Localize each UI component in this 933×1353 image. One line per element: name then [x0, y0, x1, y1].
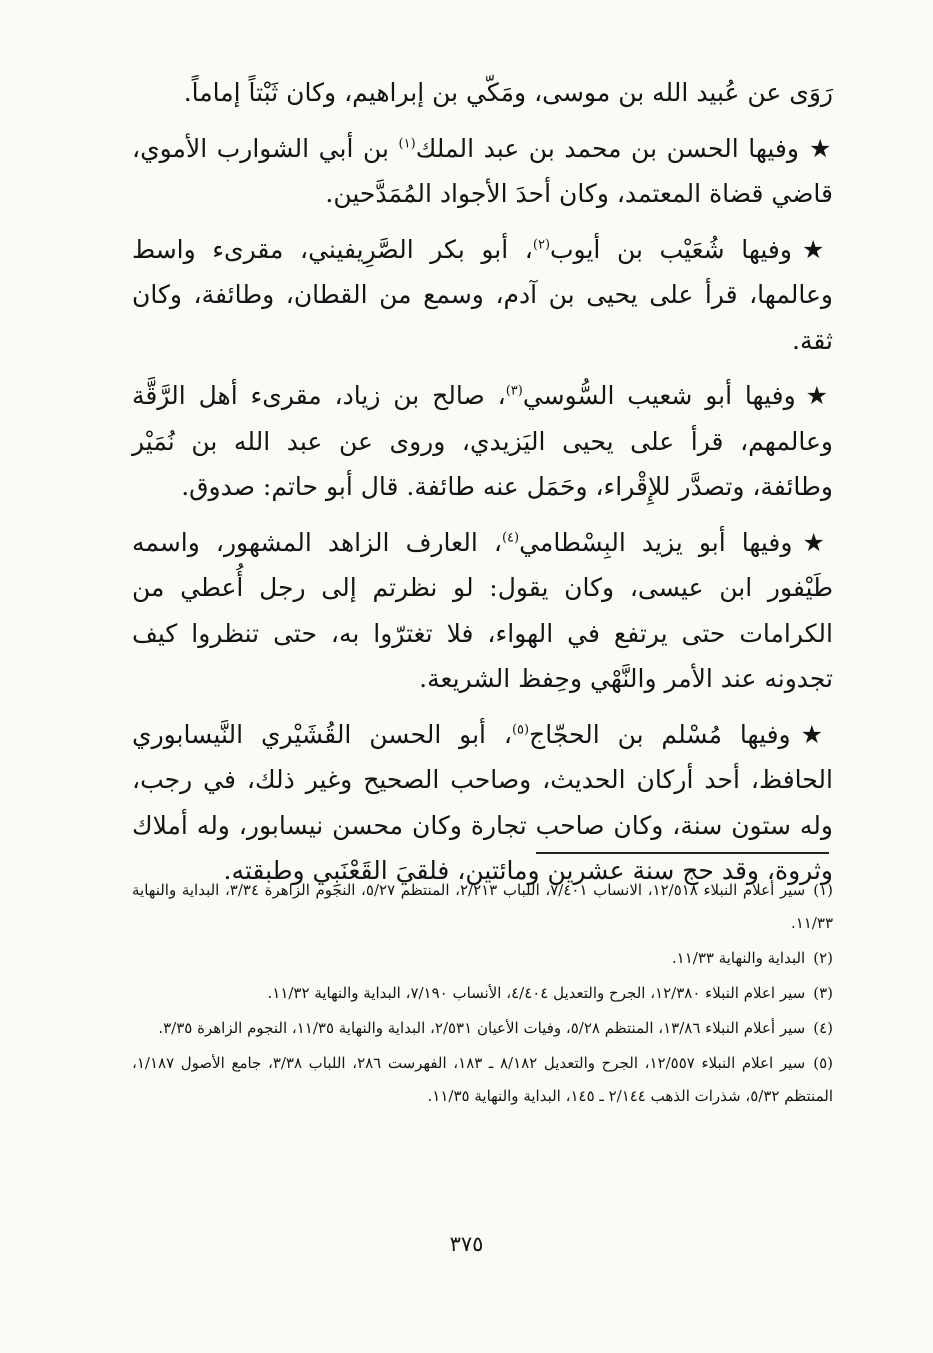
star-marker: ★: [805, 381, 833, 410]
paragraph-text: وفيها مُسْلم بن الحجّاج: [529, 719, 791, 749]
footnote-5: [132, 1047, 833, 1113]
paragraph-text-after: ، صالح بن زياد، مقرىء أهل الرَّقَّة وعالمهم، قرأ على يحيى اليَزيدي، وروى عن عبد الله بن نُمَيْر وطائفة، وتصدَّر للإِقْراء، وحَمَل عنه طائفة. قال أبو حاتم: صدوق.: [132, 381, 833, 501]
footnote-2: [132, 942, 833, 975]
star-marker: ★: [800, 719, 833, 749]
footnote-1: [132, 874, 833, 940]
footnote-ref: (٣): [505, 383, 523, 399]
star-marker: ★: [808, 133, 834, 163]
paragraph-text-after: ، أبو بكر الصَّرِيفيني، مقرىء واسط وعالمها، قرأ على يحيى بن آدم، وسمع من القطان، وطائفة، وكان ثقة.: [132, 234, 833, 355]
paragraph-5: [132, 520, 833, 702]
footnote-number: (١): [813, 881, 833, 899]
footnote-number: (٥): [813, 1054, 833, 1072]
footnote-ref: (٢): [532, 237, 551, 253]
footnote-ref: (٥): [511, 722, 530, 738]
footnote-3: [132, 977, 833, 1010]
paragraph-text: وفيها الحسن بن محمد بن عبد الملك: [415, 133, 799, 163]
footnote-text: سير أعلام النبلاء ١٢/٥١٨، الانساب ٧/٤٠١، اللباب ٢/٢١٣، المنتظم ٥/٢٧، النجوم الزاهرة ٣/٣٤، البداية والنهاية ١١/٣٣.: [132, 881, 833, 932]
paragraph-text: وفيها شُعَيْب بن أيوب: [550, 234, 792, 264]
footnote-4: [132, 1012, 833, 1045]
paragraph-text-after: بن أبي الشوارب الأموي، قاضي قضاة المعتمد، وكان أحدَ الأجواد المُمَدَّحين.: [132, 133, 833, 208]
paragraph-1: [132, 70, 833, 116]
footnote-number: (٣): [813, 984, 833, 1002]
star-marker: ★: [802, 527, 833, 557]
footnote-number: (٤): [813, 1019, 833, 1037]
paragraph-text-after: ، العارف الزاهد المشهور، واسمه طَيْفور ابن عيسى، وكان يقول: لو نظرتم إلى رجل أُعطي من الكرامات حتى يرتفع في الهواء، فلا تغترّوا به، حتى تنظروا كيف تجدونه عند الأمر والنَّهْي وحِفظ الشريعة.: [132, 527, 833, 693]
paragraph-text-after: ، أبو الحسن القُشَيْري النَّيسابوري الحافظ، أحد أركان الحديث، وصاحب الصحيح وغير ذلك، في رجب، وله ستون سنة، وكان صاحب تجارة وكان محسن نيسابور، وله أملاك وثروة، وقد حج سنة عشرين ومائتين، فلقيَ القَعْنَبِي وطبقته.: [132, 719, 833, 885]
paragraph-text: وفيها أبو شعيب السُّوسي: [522, 381, 796, 410]
footnotes: [132, 874, 833, 1115]
paragraph-4: [132, 373, 833, 510]
paragraph-6: [132, 712, 833, 894]
paragraph-2: [132, 126, 833, 217]
footnote-text: سير اعلام النبلاء ١٢/٣٨٠، الجرح والتعديل ٤/٤٠٤، الأنساب ٧/١٩٠، البداية والنهاية ١١/٣٢.: [267, 984, 806, 1002]
footnote-text: سير اعلام النبلاء ١٢/٥٥٧، الجرح والتعديل ٨/١٨٢ ـ ١٨٣، الفهرست ٢٨٦، اللباب ٣/٣٨، جامع الأصول ١/١٨٧، المنتظم ٥/٣٢، شذرات الذهب ٢/١٤٤ ـ ١٤٥، البداية والنهاية ١١/٣٥.: [132, 1054, 833, 1105]
paragraph-3: [132, 227, 833, 364]
star-marker: ★: [801, 234, 833, 264]
footnote-ref: (١): [398, 136, 416, 152]
footnote-number: (٢): [813, 949, 833, 967]
footnote-text: البداية والنهاية ١١/٣٣.: [671, 949, 806, 967]
footnote-ref: (٤): [501, 530, 520, 546]
page-number: ٣٧٥: [449, 1232, 484, 1256]
footnote-divider: [536, 852, 829, 854]
main-text: [132, 70, 833, 894]
footnote-text: سير أعلام النبلاء ١٣/٨٦، المنتظم ٥/٢٨، وفيات الأعيان ٢/٥٣١، البداية والنهاية ١١/٣٥، النجوم الزاهرة ٣/٣٥.: [158, 1019, 806, 1037]
paragraph-text: رَوَى عن عُبيد الله بن موسى، ومَكّي بن إبراهيم، وكان ثَبْتاً إماماً.: [183, 78, 833, 107]
paragraph-text: وفيها أبو يزيد البِسْطامي: [519, 527, 793, 557]
